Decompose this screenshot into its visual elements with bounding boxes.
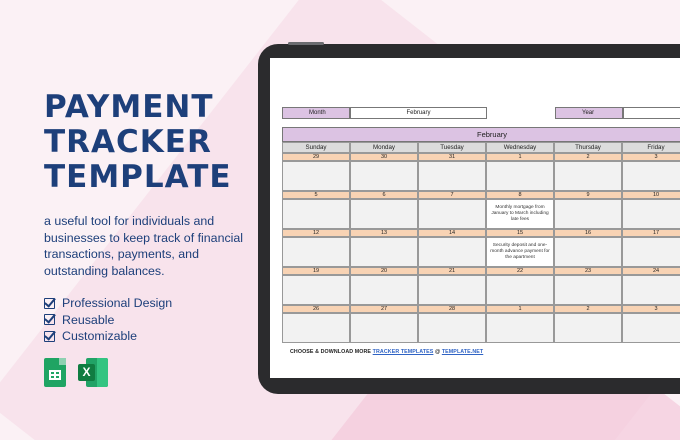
date-cell: 14 bbox=[418, 229, 486, 237]
footer-separator: @ bbox=[434, 349, 441, 355]
day-note-cell[interactable]: Monthly mortgage from January to March including late fees bbox=[486, 199, 554, 229]
checkbox-icon bbox=[44, 298, 55, 309]
promo-title-line: TRACKER bbox=[44, 124, 212, 160]
feature-item bbox=[44, 295, 264, 312]
promo-description: a useful tool for individuals and businesses to keep track of financial transactions, payments, and outstanding balances. bbox=[44, 214, 244, 278]
day-note-cell[interactable] bbox=[418, 275, 486, 305]
date-cell: 8 bbox=[486, 191, 554, 199]
date-cell: 3 bbox=[622, 305, 680, 313]
day-note-cell[interactable] bbox=[350, 313, 418, 343]
day-note-cell[interactable] bbox=[282, 237, 350, 267]
day-note-cell[interactable] bbox=[622, 199, 680, 229]
checkbox-icon bbox=[44, 331, 55, 342]
date-cell: 20 bbox=[350, 267, 418, 275]
date-cell: 26 bbox=[282, 305, 350, 313]
day-note-cell[interactable] bbox=[486, 275, 554, 305]
date-cell: 22 bbox=[486, 267, 554, 275]
template-net-link[interactable]: TEMPLATE.NET bbox=[441, 349, 484, 355]
date-cell: 1 bbox=[486, 305, 554, 313]
date-cell: 5 bbox=[282, 191, 350, 199]
day-note-cell[interactable] bbox=[282, 161, 350, 191]
date-cell: 6 bbox=[350, 191, 418, 199]
day-note-cell[interactable] bbox=[486, 161, 554, 191]
date-cell: 23 bbox=[554, 267, 622, 275]
promo-title-line: TEMPLATE bbox=[44, 159, 232, 195]
google-sheets-icon bbox=[44, 358, 66, 387]
day-note-cell[interactable] bbox=[418, 199, 486, 229]
day-note-cell[interactable] bbox=[554, 199, 622, 229]
promo-panel bbox=[44, 90, 264, 345]
day-note-cell[interactable] bbox=[418, 161, 486, 191]
date-cell: 3 bbox=[622, 153, 680, 161]
day-note-cell[interactable]: Security deposit and one-month advance payment for the apartment bbox=[486, 237, 554, 267]
date-cell: 12 bbox=[282, 229, 350, 237]
day-note-cell[interactable] bbox=[622, 275, 680, 305]
year-value[interactable] bbox=[623, 107, 680, 119]
year-label: Year bbox=[555, 107, 623, 119]
promo-title bbox=[44, 90, 264, 195]
feature-list bbox=[44, 295, 264, 345]
calendar bbox=[282, 127, 680, 343]
feature-label: Professional Design bbox=[62, 296, 173, 311]
footer-credit bbox=[290, 349, 483, 355]
day-note-cell[interactable] bbox=[282, 199, 350, 229]
weekday-header: Sunday bbox=[282, 142, 350, 153]
date-cell: 2 bbox=[554, 153, 622, 161]
tracker-templates-link[interactable]: TRACKER TEMPLATES bbox=[372, 349, 434, 355]
month-value[interactable]: February bbox=[350, 107, 487, 119]
date-cell: 2 bbox=[554, 305, 622, 313]
day-note-cell[interactable] bbox=[622, 313, 680, 343]
checkbox-icon bbox=[44, 314, 55, 325]
app-icons bbox=[44, 358, 108, 387]
day-note-cell[interactable] bbox=[554, 313, 622, 343]
feature-label: Reusable bbox=[62, 312, 115, 327]
month-label: Month bbox=[282, 107, 350, 119]
date-cell: 13 bbox=[350, 229, 418, 237]
tablet-button bbox=[288, 42, 324, 45]
footer-prefix: CHOOSE & DOWNLOAD MORE bbox=[290, 349, 372, 355]
date-cell: 29 bbox=[282, 153, 350, 161]
date-cell: 17 bbox=[622, 229, 680, 237]
weekday-header: Friday bbox=[622, 142, 680, 153]
day-note-cell[interactable] bbox=[350, 275, 418, 305]
day-note-cell[interactable] bbox=[282, 313, 350, 343]
weekday-header: Thursday bbox=[554, 142, 622, 153]
weekday-header: Wednesday bbox=[486, 142, 554, 153]
date-cell: 27 bbox=[350, 305, 418, 313]
date-cell: 16 bbox=[554, 229, 622, 237]
day-note-cell[interactable] bbox=[554, 237, 622, 267]
day-note-cell[interactable] bbox=[486, 313, 554, 343]
date-cell: 21 bbox=[418, 267, 486, 275]
feature-item bbox=[44, 312, 264, 329]
date-cell: 31 bbox=[418, 153, 486, 161]
weekday-header: Tuesday bbox=[418, 142, 486, 153]
day-note-cell[interactable] bbox=[622, 161, 680, 191]
tablet-screen bbox=[270, 58, 680, 378]
day-note-cell[interactable] bbox=[282, 275, 350, 305]
day-note-cell[interactable] bbox=[554, 275, 622, 305]
day-note-cell[interactable] bbox=[418, 313, 486, 343]
weekday-header: Monday bbox=[350, 142, 418, 153]
date-cell: 1 bbox=[486, 153, 554, 161]
day-note-cell[interactable] bbox=[350, 161, 418, 191]
day-note-cell[interactable] bbox=[350, 237, 418, 267]
date-cell: 10 bbox=[622, 191, 680, 199]
date-cell: 30 bbox=[350, 153, 418, 161]
date-cell: 28 bbox=[418, 305, 486, 313]
date-cell: 9 bbox=[554, 191, 622, 199]
calendar-title: February bbox=[282, 127, 680, 142]
date-cell: 7 bbox=[418, 191, 486, 199]
date-cell: 24 bbox=[622, 267, 680, 275]
excel-icon: X bbox=[78, 358, 108, 387]
feature-label: Customizable bbox=[62, 329, 138, 344]
day-note-cell[interactable] bbox=[622, 237, 680, 267]
day-note-cell[interactable] bbox=[418, 237, 486, 267]
promo-title-line: PAYMENT bbox=[44, 89, 214, 125]
date-cell: 19 bbox=[282, 267, 350, 275]
date-cell: 15 bbox=[486, 229, 554, 237]
day-note-cell[interactable] bbox=[554, 161, 622, 191]
day-note-cell[interactable] bbox=[350, 199, 418, 229]
calendar-grid bbox=[282, 142, 680, 343]
feature-item bbox=[44, 328, 264, 345]
